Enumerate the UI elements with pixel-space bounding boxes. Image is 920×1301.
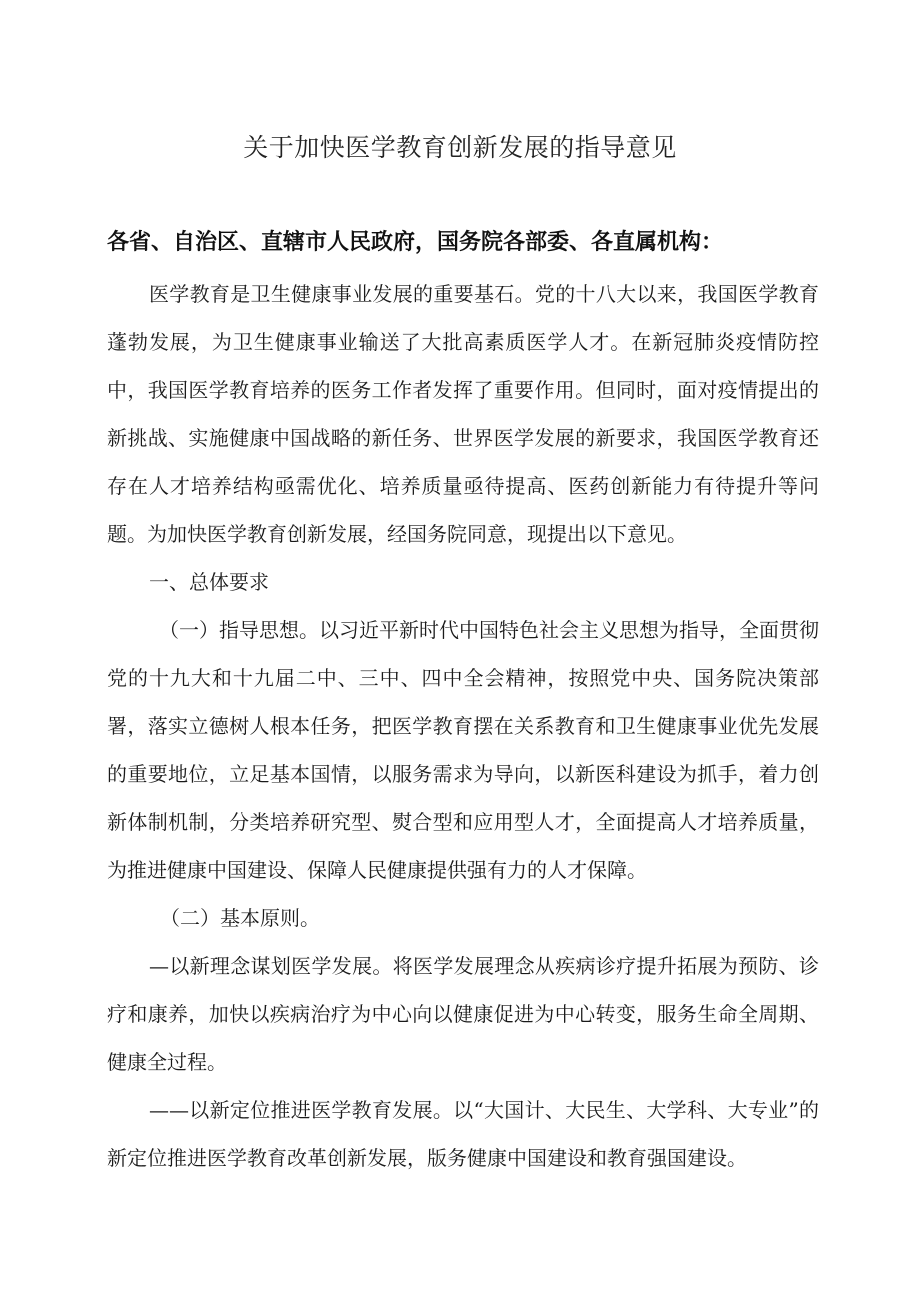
principle-paragraph-new-concept: —以新理念谋划医学发展。将医学发展理念从疾病诊疗提升拓展为预防、诊疗和康养，加快以疾病治疗为中心向以健康促进为中心转变，服务生命全周期、健康全过程。 bbox=[107, 954, 819, 1074]
subsection-heading-basic-principles: （二）基本原则。 bbox=[160, 906, 320, 930]
intro-paragraph: 医学教育是卫生健康事业发展的重要基石。党的十八大以来，我国医学教育蓬勃发展，为卫生健康事业输送了大批高素质医学人才。在新冠肺炎疫情防控中，我国医学教育培养的医务工作者发挥了重要作用。但同时，面对疫情提出的新挑战、实施健康中国战略的新任务、世界医学发展的新要求，我国医学教育还存在人才培养结构亟需优化、培养质量亟待提高、医药创新能力有待提升等问题。为加快医学教育创新发展，经国务院同意，现提出以下意见。 bbox=[107, 282, 819, 546]
guiding-ideology-paragraph: （一）指导思想。以习近平新时代中国特色社会主义思想为指导，全面贯彻党的十九大和十九届二中、三中、四中全会精神，按照党中央、国务院决策部署，落实立德树人根本任务，把医学教育摆在关系教育和卫生健康事业优先发展的重要地位，立足基本国情，以服务需求为导向，以新医科建设为抓手，着力创新体制机制，分类培养研究型、熨合型和应用型人才，全面提高人才培养质量，为推进健康中国建设、保障人民健康提供强有力的人才保障。 bbox=[107, 618, 819, 882]
principle-paragraph-new-positioning: ——以新定位推进医学教育发展。以“大国计、大民生、大学科、大专业”的新定位推进医学教育改革创新发展，版务健康中国建设和教育强国建设。 bbox=[107, 1098, 819, 1170]
section-heading-general-requirements: 一、总体要求 bbox=[149, 570, 269, 594]
document-title: 关于加快医学教育创新发展的指导意见 bbox=[243, 133, 677, 162]
salutation: 各省、自治区、直辖市人民政府，国务院各部委、各直属机构： bbox=[107, 230, 724, 255]
